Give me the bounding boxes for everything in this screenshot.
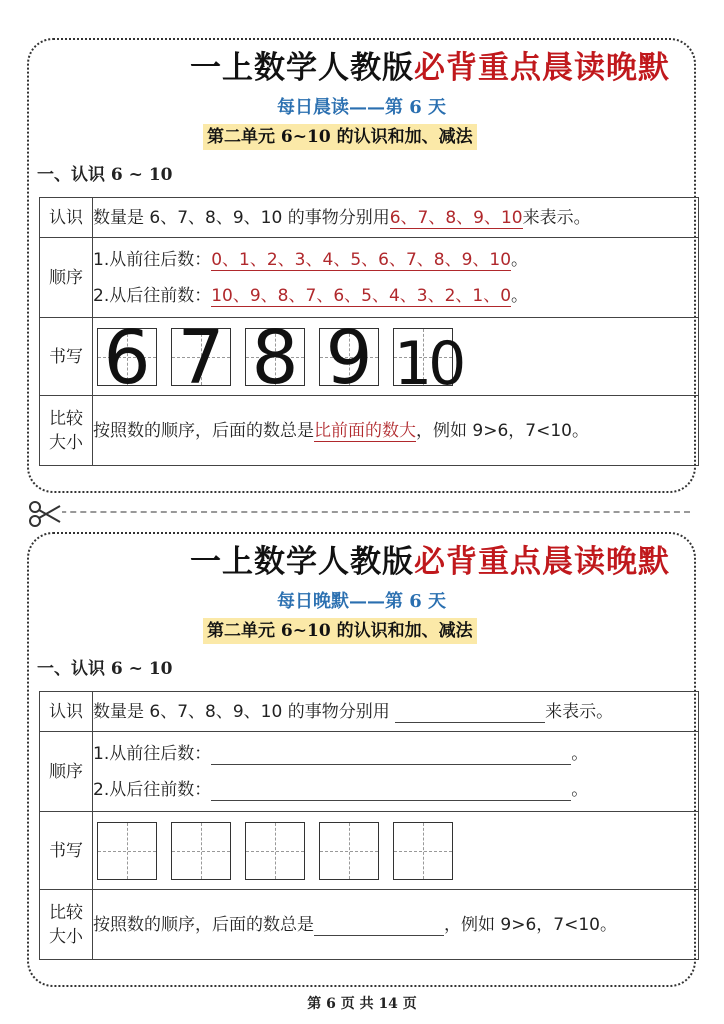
row-label: 顺序 bbox=[40, 238, 93, 318]
row-label: 比较 大小 bbox=[40, 890, 93, 960]
title-red: 必背重点晨读晚默 bbox=[414, 50, 670, 86]
page-title bbox=[29, 540, 694, 584]
title-red: 必背重点晨读晚默 bbox=[414, 544, 670, 580]
row-label: 比较 大小 bbox=[40, 396, 93, 466]
page-footer: 第 6 页 共 14 页 bbox=[307, 996, 417, 1012]
title-black: 一上数学人教版 bbox=[190, 50, 414, 86]
writing-cell bbox=[93, 314, 699, 401]
row-label: 书写 bbox=[40, 812, 93, 890]
dictation-table bbox=[39, 691, 699, 960]
answer-blank[interactable] bbox=[314, 917, 444, 936]
writing-box bbox=[245, 314, 305, 401]
unit-banner: 第二单元 6~10 的认识和加、减法 bbox=[203, 124, 477, 150]
answer-blank[interactable] bbox=[395, 704, 545, 723]
table-row bbox=[40, 318, 699, 396]
recognize-answer: 6、7、8、9、10 bbox=[389, 207, 523, 228]
subtitle: 每日晨读——第 6 天 bbox=[276, 97, 447, 118]
row-label: 顺序 bbox=[40, 732, 93, 812]
section-heading: 一、认识 6 ~ 10 bbox=[37, 165, 173, 185]
morning-reading-card bbox=[27, 38, 696, 493]
answer-blank[interactable] bbox=[211, 782, 571, 801]
table-row bbox=[40, 890, 699, 960]
table-row bbox=[40, 732, 699, 812]
table-row bbox=[40, 238, 699, 318]
table-row bbox=[40, 396, 699, 466]
compare-answer: 比前面的数大 bbox=[314, 420, 416, 441]
order1-answer: 0、1、2、3、4、5、6、7、8、9、10 bbox=[211, 249, 512, 270]
digit-eight: 8 bbox=[251, 314, 299, 401]
digit-nine: 9 bbox=[325, 314, 373, 401]
compare-cell: 按照数的顺序，后面的数总是 ，例如 9>6，7<10。 bbox=[93, 890, 699, 960]
writing-box[interactable] bbox=[171, 822, 231, 880]
knowledge-table bbox=[39, 197, 699, 466]
digit-seven: 7 bbox=[177, 314, 225, 401]
answer-blank[interactable] bbox=[211, 746, 571, 765]
table-row bbox=[40, 692, 699, 732]
recognize-cell: 数量是 6、7、8、9、10 的事物分别用 来表示。 bbox=[93, 692, 699, 732]
digit-ten: 10 bbox=[394, 328, 463, 399]
order2-answer: 10、9、8、7、6、5、4、3、2、1、0 bbox=[211, 285, 512, 306]
writing-box bbox=[97, 314, 157, 401]
writing-box bbox=[393, 328, 463, 399]
row-label: 书写 bbox=[40, 318, 93, 396]
recognize-cell: 数量是 6、7、8、9、10 的事物分别用6、7、8、9、10来表示。 bbox=[93, 198, 699, 238]
digit-six: 6 bbox=[103, 314, 151, 401]
writing-box[interactable] bbox=[97, 822, 157, 880]
scissors-icon bbox=[28, 500, 62, 528]
writing-cell bbox=[93, 812, 699, 890]
subtitle: 每日晚默——第 6 天 bbox=[276, 591, 447, 612]
row-label: 认识 bbox=[40, 198, 93, 238]
cut-line bbox=[30, 511, 690, 513]
writing-box[interactable] bbox=[319, 822, 379, 880]
section-heading: 一、认识 6 ~ 10 bbox=[37, 659, 173, 679]
order-cell: 1.从前往后数： 。 2.从后往前数： 。 bbox=[93, 732, 699, 812]
table-row bbox=[40, 812, 699, 890]
title-black: 一上数学人教版 bbox=[190, 544, 414, 580]
order-cell: 1.从前往后数：0、1、2、3、4、5、6、7、8、9、10。 2.从后往前数：10、9、8、7、6、5、4、3、2、1、0。 bbox=[93, 238, 699, 318]
writing-box[interactable] bbox=[393, 822, 453, 880]
compare-cell: 按照数的顺序，后面的数总是比前面的数大，例如 9>6，7<10。 bbox=[93, 396, 699, 466]
row-label: 认识 bbox=[40, 692, 93, 732]
evening-dictation-card bbox=[27, 532, 696, 987]
unit-banner: 第二单元 6~10 的认识和加、减法 bbox=[203, 618, 477, 644]
writing-box[interactable] bbox=[245, 822, 305, 880]
writing-box bbox=[171, 314, 231, 401]
writing-box bbox=[319, 314, 379, 401]
table-row bbox=[40, 198, 699, 238]
page-title bbox=[29, 46, 694, 90]
